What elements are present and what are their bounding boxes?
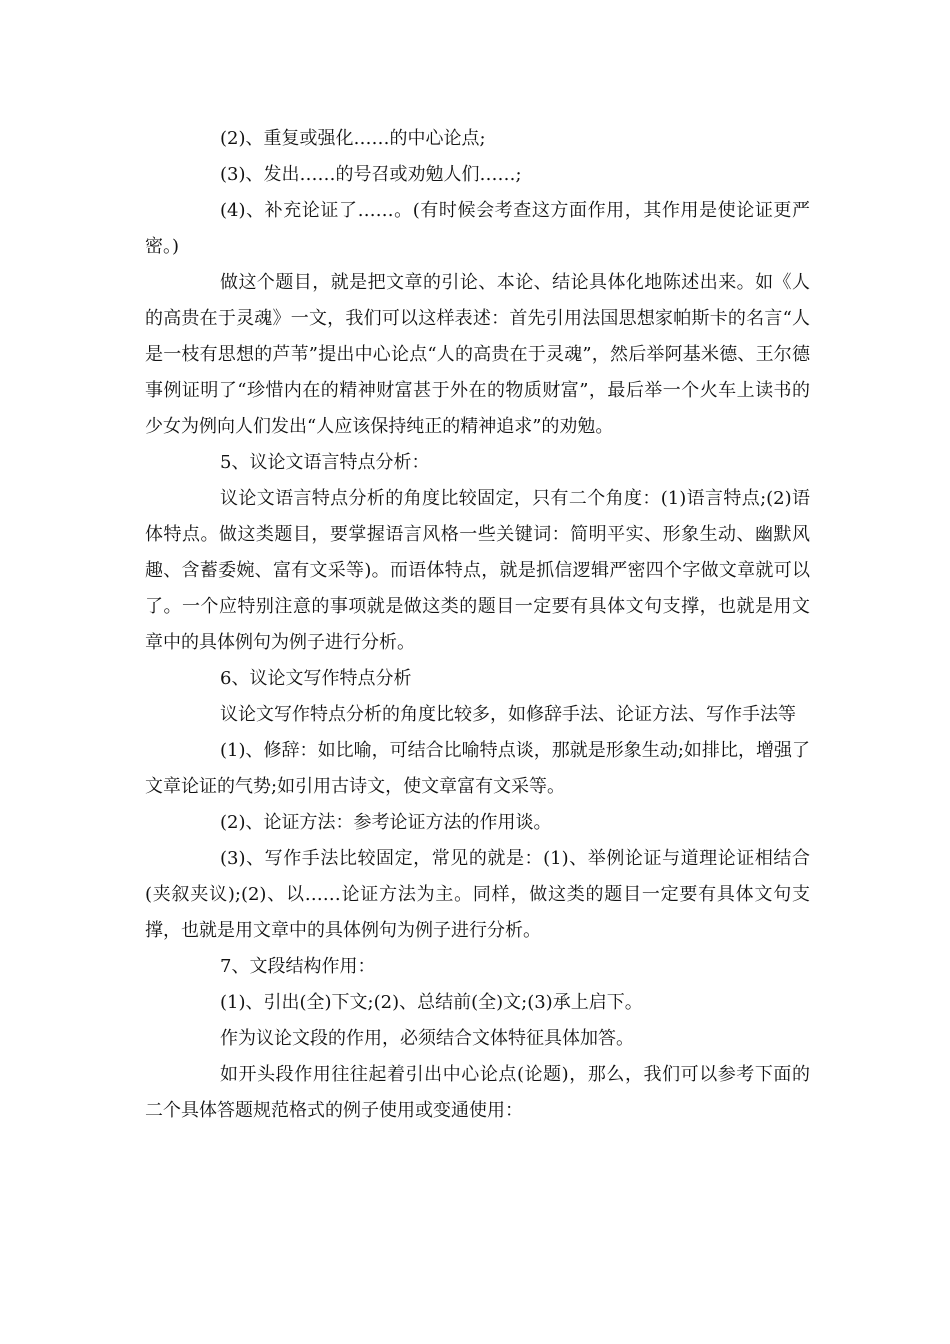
paragraph-opening-example: 如开头段作用往往起着引出中心论点(论题)，那么，我们可以参考下面的二个具体答题规范格式的例子使用或变通使用： (145, 1064, 810, 1121)
document-body (145, 121, 810, 1129)
section-heading-7: 7、文段结构作用： (220, 956, 376, 977)
paragraph-item-2: (2)、重复或强化……的中心论点; (220, 128, 486, 149)
paragraph-structure-note: 作为议论文段的作用，必须结合文体特征具体加答。 (220, 1028, 634, 1049)
paragraph-item-3: (3)、发出……的号召或劝勉人们……; (220, 164, 522, 185)
paragraph-writing-technique: (3)、写作手法比较固定，常见的就是：(1)、举例论证与道理论证相结合(夹叙夹议);(2)、以……论证方法为主。同样，做这类的题目一定要有具体文句支撑，也就是用文章中的具体例句为例子进行分析。 (145, 848, 810, 941)
paragraph-language-analysis: 议论文语言特点分析的角度比较固定，只有二个角度：(1)语言特点;(2)语体特点。做这类题目，要掌握语言风格一些关键词：简明平实、形象生动、幽默风趣、含蓄委婉、富有文采等)。而语体特点，就是抓信逻辑严密四个字做文章就可以了。一个应特别注意的事项就是做这类的题目一定要有具体文句支撑，也就是用文章中的具体例句为例子进行分析。 (145, 488, 810, 653)
paragraph-argument-method: (2)、论证方法：参考论证方法的作用谈。 (220, 812, 552, 833)
section-heading-6: 6、议论文写作特点分析 (220, 668, 412, 689)
paragraph-item-4: (4)、补充论证了……。(有时候会考查这方面作用，其作用是使论证更严密。) (145, 200, 810, 257)
paragraph-writing-analysis: 议论文写作特点分析的角度比较多，如修辞手法、论证方法、写作手法等 (220, 704, 796, 725)
paragraph-rhetoric: (1)、修辞：如比喻，可结合比喻特点谈，那就是形象生动;如排比，增强了文章论证的气势;如引用古诗文，使文章富有文采等。 (145, 740, 810, 797)
paragraph-example-explanation: 做这个题目，就是把文章的引论、本论、结论具体化地陈述出来。如《人的高贵在于灵魂》一文，我们可以这样表述：首先引用法国思想家帕斯卡的名言“人是一枝有思想的芦苇”提出中心论点“人的高贵在于灵魂”，然后举阿基米德、王尔德事例证明了“珍惜内在的精神财富甚于外在的物质财富”，最后举一个火车上读书的少女为例向人们发出“人应该保持纯正的精神追求”的劝勉。 (145, 272, 810, 437)
section-heading-5: 5、议论文语言特点分析： (220, 452, 430, 473)
paragraph-structure-roles: (1)、引出(全)下文;(2)、总结前(全)文;(3)承上启下。 (220, 992, 643, 1013)
